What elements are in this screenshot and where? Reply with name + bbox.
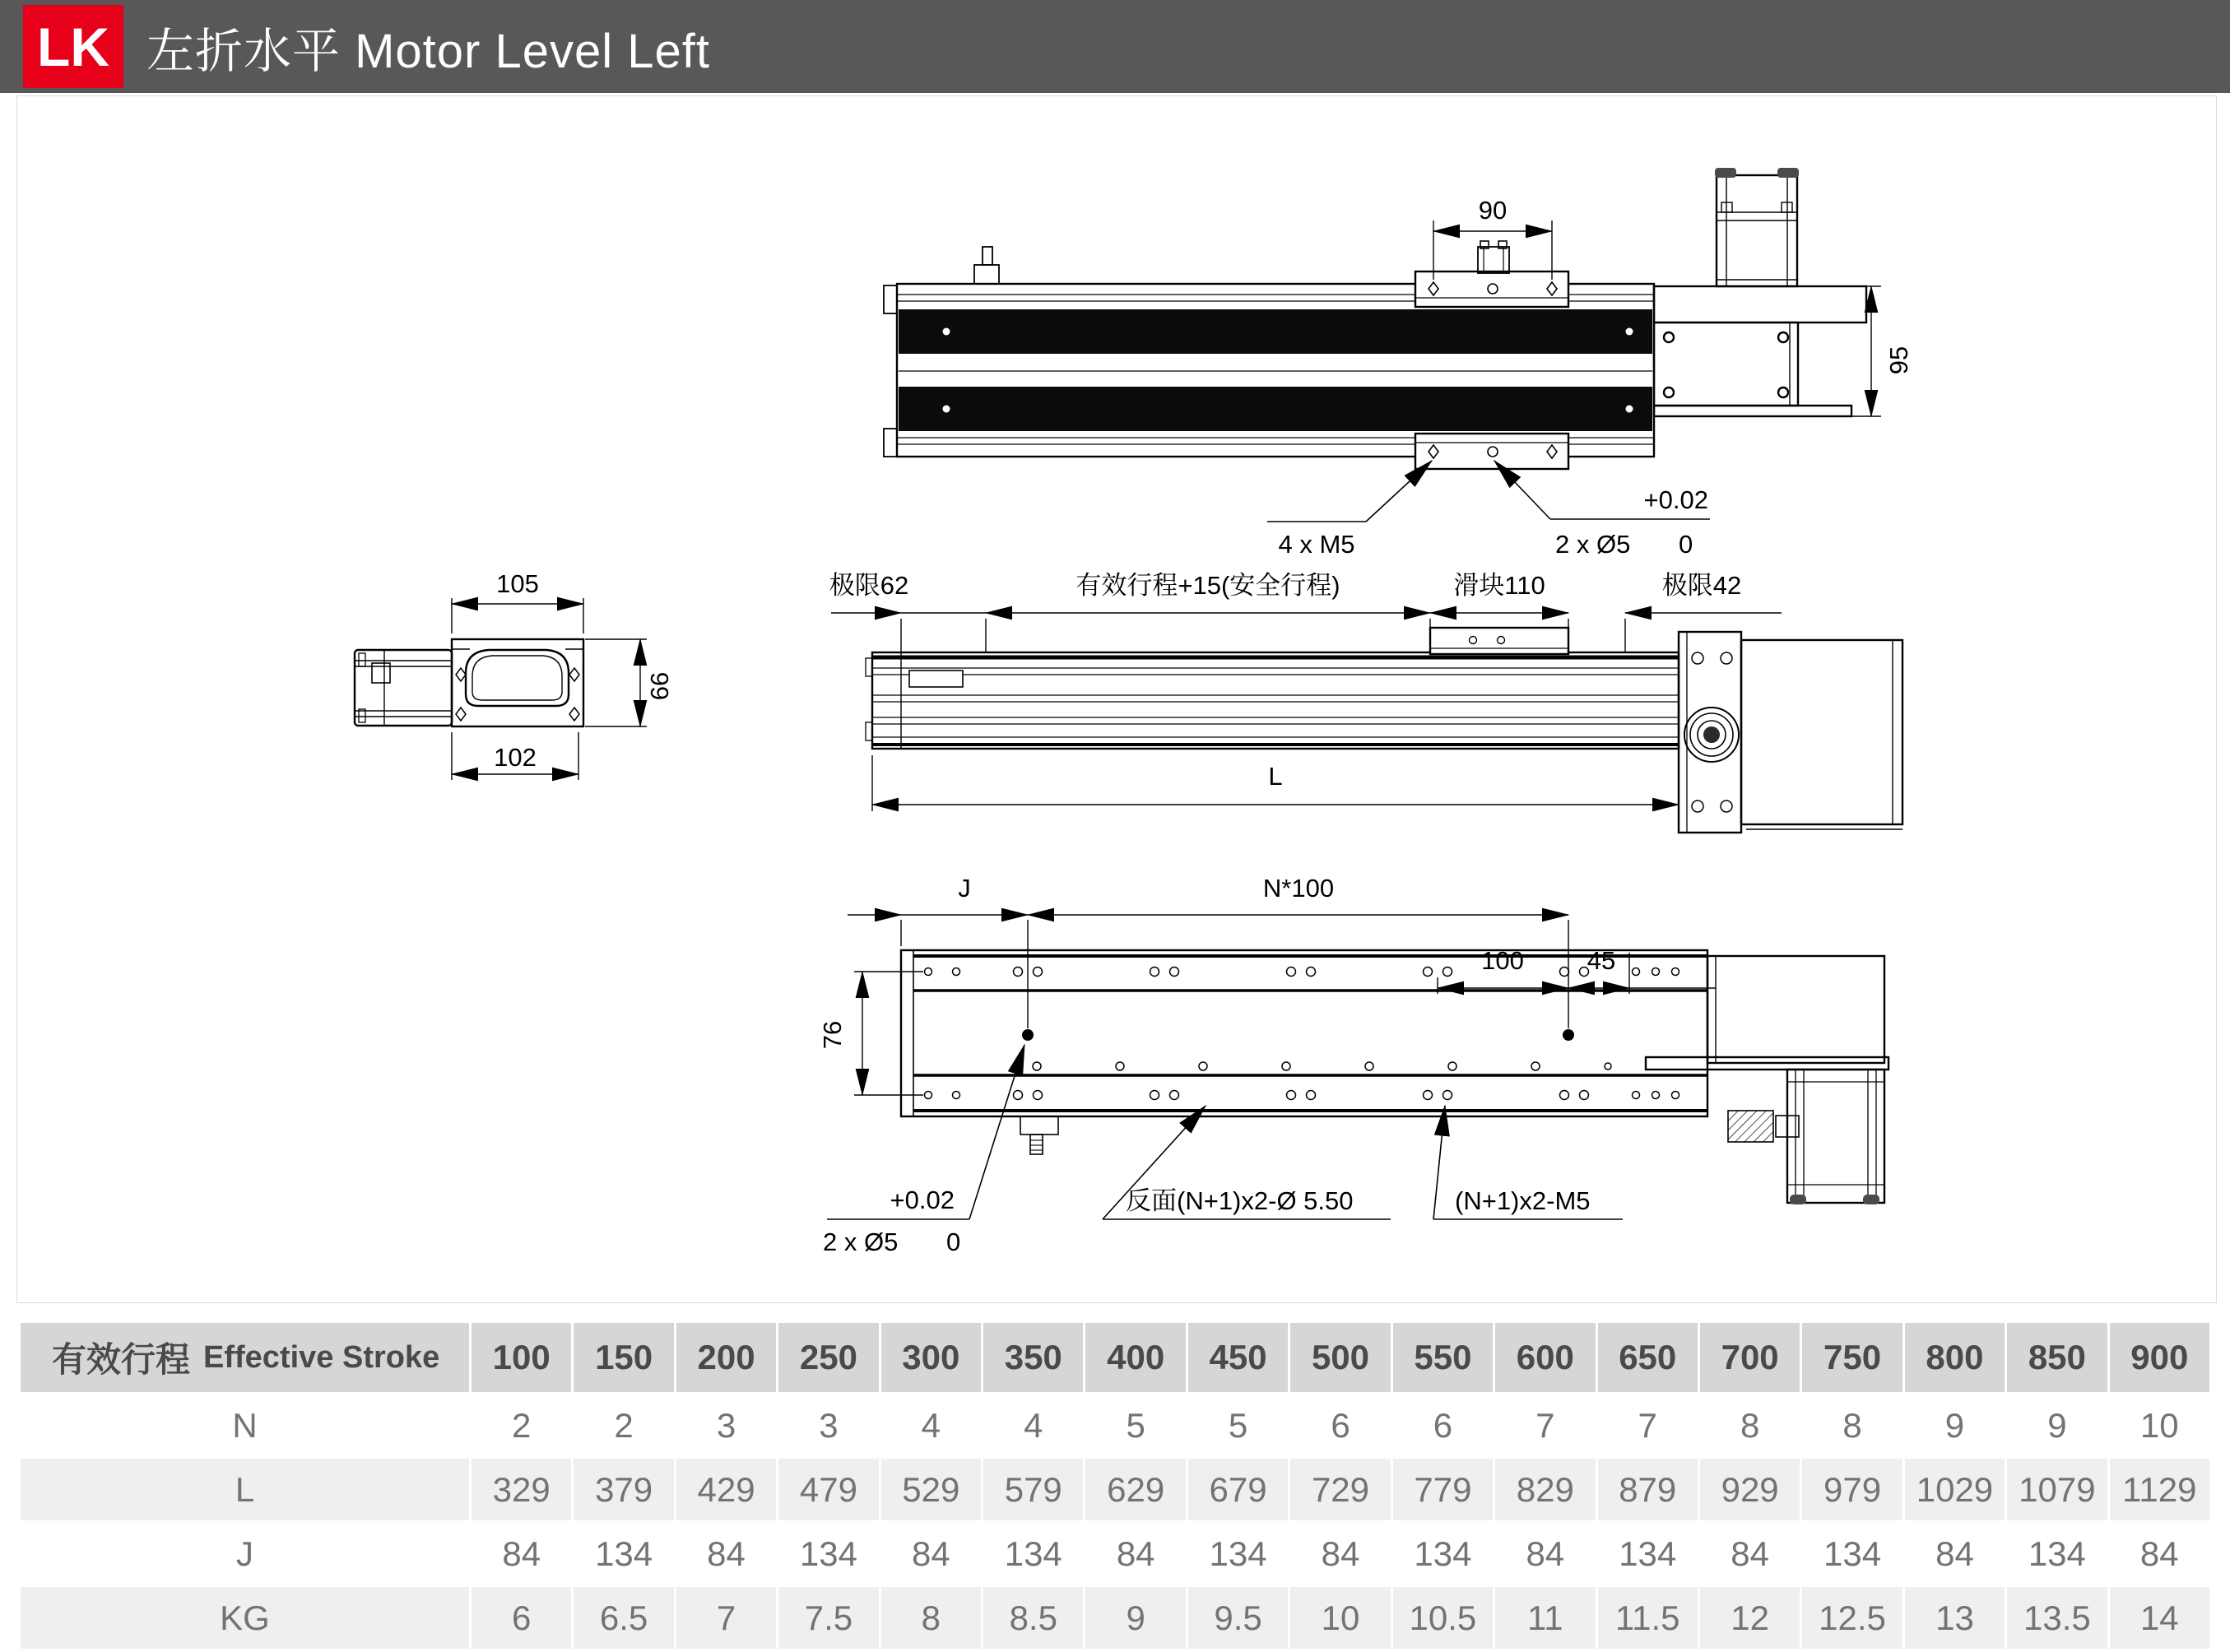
- table-cell: 9: [2007, 1394, 2107, 1456]
- table-cell: 13: [1905, 1587, 2005, 1649]
- motor-section: [355, 650, 452, 726]
- table-cell: 84: [1495, 1523, 1595, 1585]
- mount-holes: [925, 968, 1679, 1100]
- spec-table: [21, 1323, 2209, 1649]
- dim-pitch-label: N*100: [1262, 874, 1335, 903]
- table-cell: 679: [1188, 1459, 1288, 1520]
- table-header-zh: 有效行程: [52, 1340, 191, 1379]
- table-cell: 3: [778, 1394, 878, 1456]
- leader-2xd5-plan: [1494, 461, 1710, 559]
- bottom-view: [818, 874, 1889, 1256]
- table-cell: 7: [676, 1587, 776, 1649]
- header-bar: [0, 0, 2230, 93]
- table-cell: 1079: [2007, 1459, 2107, 1520]
- row-label-L: L: [21, 1459, 469, 1520]
- table-cell: 13.5: [2007, 1587, 2107, 1649]
- table-header-value: 850: [2007, 1323, 2107, 1392]
- leader-back-holes: [1103, 1106, 1391, 1219]
- table-cell: 8: [881, 1587, 981, 1649]
- stroke-label: 有效行程+15(安全行程): [1076, 571, 1340, 600]
- leader-m5-label: (N+1)x2-M5: [1455, 1186, 1591, 1215]
- dim-76: [818, 972, 923, 1095]
- dim-L: [872, 755, 1679, 811]
- dim-45-label: 45: [1587, 946, 1616, 975]
- table-cell: 8: [1802, 1394, 1902, 1456]
- dim-102-label: 102: [494, 743, 537, 772]
- bottom-dims-100-45: [1438, 946, 1716, 994]
- table-cell: 729: [1290, 1459, 1390, 1520]
- table-cell: 3: [676, 1394, 776, 1456]
- table-cell: 10: [1290, 1587, 1390, 1649]
- table-cell: 929: [1700, 1459, 1800, 1520]
- table-cell: 6: [1393, 1394, 1493, 1456]
- table-cell: 84: [881, 1523, 981, 1585]
- table-cell: 10: [2110, 1394, 2209, 1456]
- limit-sensor: [1020, 1116, 1058, 1154]
- table-cell: 9.5: [1188, 1587, 1288, 1649]
- table-cell: 11: [1495, 1587, 1595, 1649]
- table-cell: 9: [1905, 1394, 2005, 1456]
- dim-76-label: 76: [818, 1020, 847, 1050]
- table-cell: 8: [1700, 1394, 1800, 1456]
- technical-drawing: [0, 93, 2230, 1312]
- table-header-value: 650: [1598, 1323, 1698, 1392]
- dim-90-label: 90: [1478, 196, 1508, 225]
- table-cell: 6: [472, 1587, 571, 1649]
- table-cell: 429: [676, 1459, 776, 1520]
- table-cell: 2: [472, 1394, 571, 1456]
- table-cell: 629: [1085, 1459, 1185, 1520]
- motor-bottom: [1646, 956, 1889, 1204]
- motor-bracket-plan: [1654, 286, 1866, 416]
- table-header-value: 200: [676, 1323, 776, 1392]
- dim-66: [585, 639, 674, 726]
- side-view: [829, 571, 1902, 833]
- table-cell: 7: [1495, 1394, 1595, 1456]
- table-cell: 84: [2110, 1523, 2209, 1585]
- slider-label: 滑块110: [1453, 571, 1545, 600]
- table-cell: 6.5: [574, 1587, 673, 1649]
- row-label-J: J: [21, 1523, 469, 1585]
- table-cell: 134: [1188, 1523, 1288, 1585]
- table-cell: 134: [574, 1523, 673, 1585]
- dim-L-label: L: [1268, 762, 1283, 791]
- table-cell: 134: [1393, 1523, 1493, 1585]
- table-cell: 7: [1598, 1394, 1698, 1456]
- motor-side: [1741, 640, 1902, 829]
- table-cell: 5: [1085, 1394, 1185, 1456]
- table-header-value: 550: [1393, 1323, 1493, 1392]
- row-label-N: N: [21, 1394, 469, 1456]
- table-cell: 4: [983, 1394, 1083, 1456]
- table-cell: 7.5: [778, 1587, 878, 1649]
- table-header-value: 350: [983, 1323, 1083, 1392]
- leader-2xd5-label: 2 x Ø5: [1555, 530, 1631, 559]
- table-header-value: 100: [472, 1323, 571, 1392]
- table-cell: 529: [881, 1459, 981, 1520]
- table-cell: 84: [1290, 1523, 1390, 1585]
- page-title: 左折水平 Motor Level Left: [146, 24, 710, 78]
- table-header-en: Effective Stroke: [203, 1339, 440, 1375]
- table-cell: 779: [1393, 1459, 1493, 1520]
- dim-105: [452, 569, 583, 633]
- tolerance-upper-bottom: +0.02: [890, 1186, 955, 1214]
- table-cell: 84: [1700, 1523, 1800, 1585]
- tolerance-lower-bottom: 0: [946, 1227, 961, 1256]
- leader-back-label: 反面(N+1)x2-Ø 5.50: [1126, 1186, 1354, 1215]
- table-header-value: 250: [778, 1323, 878, 1392]
- slider-block: [1430, 628, 1568, 654]
- leader-2xd5-bottom-label: 2 x Ø5: [823, 1227, 899, 1256]
- table-cell: 12: [1700, 1587, 1800, 1649]
- table-cell: 134: [1802, 1523, 1902, 1585]
- table-cell: 11.5: [1598, 1587, 1698, 1649]
- table-cell: 8.5: [983, 1587, 1083, 1649]
- table-cell: 4: [881, 1394, 981, 1456]
- table-cell: 84: [1905, 1523, 2005, 1585]
- table-cell: 84: [676, 1523, 776, 1585]
- leader-m5-holes: [1433, 1106, 1623, 1219]
- dim-102: [452, 732, 578, 780]
- limit-left-label: 极限62: [829, 571, 909, 600]
- table-header-value: 300: [881, 1323, 981, 1392]
- table-cell: 134: [2007, 1523, 2107, 1585]
- table-cell: 2: [574, 1394, 673, 1456]
- table-cell: 134: [983, 1523, 1083, 1585]
- table-header-value: 900: [2110, 1323, 2209, 1392]
- table-cell: 10.5: [1393, 1587, 1493, 1649]
- leader-4xm5-label: 4 x M5: [1278, 530, 1355, 559]
- table-cell: 9: [1085, 1587, 1185, 1649]
- dim-100-label: 100: [1481, 946, 1524, 975]
- motor-plan: [1715, 168, 1799, 286]
- table-cell: 979: [1802, 1459, 1902, 1520]
- limit-right-label: 极限42: [1661, 571, 1742, 600]
- table-cell: 12.5: [1802, 1587, 1902, 1649]
- dim-95: [1797, 286, 1913, 416]
- table-cell: 1129: [2110, 1459, 2209, 1520]
- table-cell: 329: [472, 1459, 571, 1520]
- table-cell: 1029: [1905, 1459, 2005, 1520]
- dim-105-label: 105: [496, 569, 539, 598]
- table-header-value: 450: [1188, 1323, 1288, 1392]
- belt-band-top: [899, 309, 1652, 354]
- belt-band-bottom: [899, 387, 1652, 431]
- table-cell: 479: [778, 1459, 878, 1520]
- section-view: [355, 569, 674, 780]
- table-cell: 134: [1598, 1523, 1698, 1585]
- motor-mount-side: [1679, 632, 1741, 833]
- table-cell: 5: [1188, 1394, 1288, 1456]
- table-cell: 579: [983, 1459, 1083, 1520]
- tolerance-upper: +0.02: [1643, 485, 1708, 514]
- tolerance-lower: 0: [1679, 530, 1693, 559]
- table-header-value: 750: [1802, 1323, 1902, 1392]
- table-cell: 829: [1495, 1459, 1595, 1520]
- dim-J-label: J: [958, 874, 971, 903]
- table-header-value: 700: [1700, 1323, 1800, 1392]
- table-header-value: 600: [1495, 1323, 1595, 1392]
- row-label-KG: KG: [21, 1587, 469, 1649]
- table-cell: 6: [1290, 1394, 1390, 1456]
- dim-66-label: 66: [645, 671, 674, 701]
- leader-4xm5: [1267, 461, 1432, 559]
- plan-view: [884, 168, 1913, 559]
- table-cell: 14: [2110, 1587, 2209, 1649]
- table-cell: 134: [778, 1523, 878, 1585]
- table-cell: 84: [1085, 1523, 1185, 1585]
- side-dims: [829, 571, 1782, 652]
- table-header-stroke: [21, 1323, 469, 1392]
- table-cell: 379: [574, 1459, 673, 1520]
- table-cell: 84: [472, 1523, 571, 1585]
- carriage: [1415, 241, 1568, 469]
- dim-90: [1433, 196, 1552, 280]
- table-header-value: 800: [1905, 1323, 2005, 1392]
- table-header-value: 150: [574, 1323, 673, 1392]
- table-header-value: 400: [1085, 1323, 1185, 1392]
- dim-95-label: 95: [1884, 346, 1913, 375]
- table-cell: 879: [1598, 1459, 1698, 1520]
- series-badge: LK: [23, 5, 123, 88]
- table-header-value: 500: [1290, 1323, 1390, 1392]
